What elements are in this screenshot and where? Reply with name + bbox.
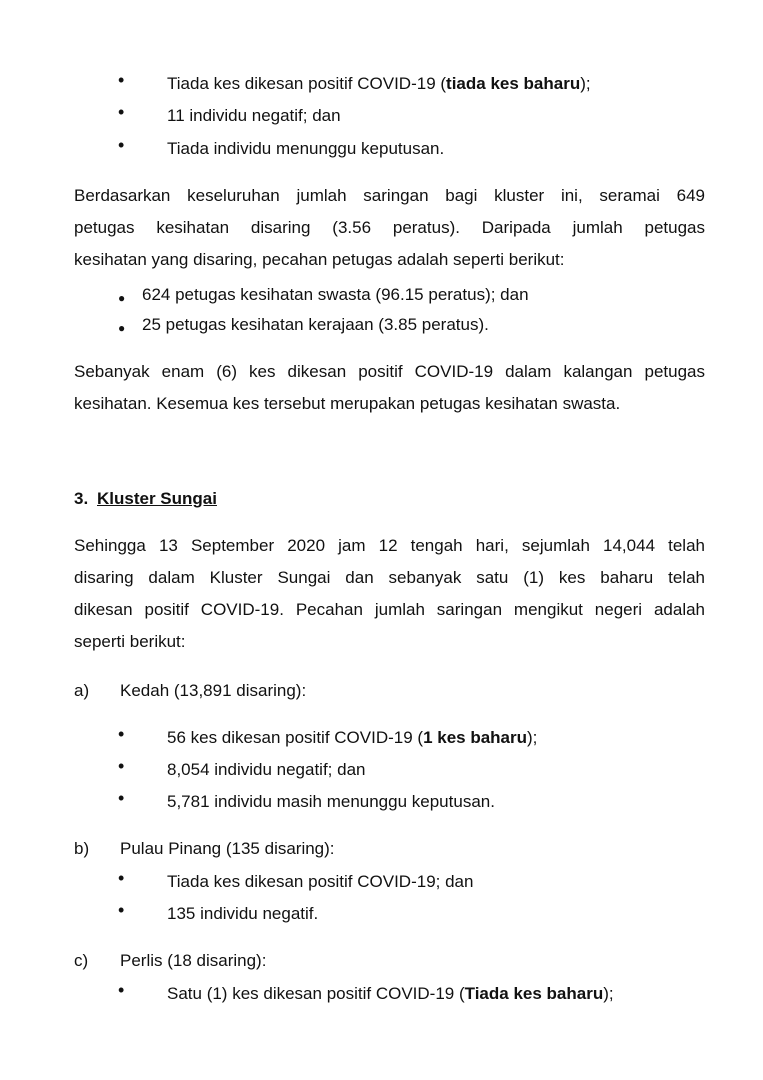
line: dikesan positif COVID-19. Pecahan jumlah saringan mengikut negeri adalah <box>74 600 705 619</box>
list-item: 624 petugas kesihatan swasta (96.15 peratus); dan <box>142 285 529 304</box>
text: 56 kes dikesan positif COVID-19 ( <box>167 728 424 747</box>
list-letter: a) <box>74 681 90 700</box>
bullet-icon: • <box>118 724 125 744</box>
line: kesihatan yang disaring, pecahan petugas adalah seperti berikut: <box>74 250 565 269</box>
bullet-icon: • <box>118 756 125 776</box>
paragraph <box>74 186 705 250</box>
bullet-icon: • <box>118 102 125 122</box>
section-number: 3. <box>74 489 89 508</box>
list-item <box>167 74 591 94</box>
list-item: 135 individu negatif. <box>167 904 319 923</box>
paragraph <box>74 362 705 382</box>
list-item: 11 individu negatif; dan <box>167 106 341 125</box>
line: Sehingga 13 September 2020 jam 12 tengah hari, sejumlah 14,044 telah <box>74 536 705 555</box>
bold-text: tiada kes baharu <box>446 74 581 93</box>
text: Satu (1) kes dikesan positif COVID-19 ( <box>167 984 465 1003</box>
list-item <box>167 984 614 1004</box>
list-item <box>167 728 537 748</box>
line: disaring dalam Kluster Sungai dan sebanyak satu (1) kes baharu telah <box>74 568 705 587</box>
line: kesihatan. Kesemua kes tersebut merupakan petugas kesihatan swasta. <box>74 394 621 413</box>
list-letter: b) <box>74 839 90 858</box>
bullet-icon: ● <box>118 291 126 305</box>
list-letter: c) <box>74 951 89 970</box>
line: Berdasarkan keseluruhan jumlah saringan bagi kluster ini, seramai 649 <box>74 186 705 205</box>
bullet-icon: • <box>118 980 125 1000</box>
list-item: 25 petugas kesihatan kerajaan (3.85 peratus). <box>142 315 489 334</box>
line: seperti berikut: <box>74 632 186 651</box>
bullet-icon: • <box>118 135 125 155</box>
state-heading: Pulau Pinang (135 disaring): <box>120 839 335 858</box>
line: petugas kesihatan disaring (3.56 peratus). Daripada jumlah petugas <box>74 218 705 237</box>
text: ); <box>580 74 591 93</box>
list-item: 5,781 individu masih menunggu keputusan. <box>167 792 495 811</box>
bold-text: 1 kes baharu <box>423 728 528 747</box>
bullet-icon: • <box>118 788 125 808</box>
bold-text: Tiada kes baharu <box>464 984 604 1003</box>
list-item: Tiada individu menunggu keputusan. <box>167 139 445 158</box>
list-item: Tiada kes dikesan positif COVID-19; dan <box>167 872 474 891</box>
bullet-icon: • <box>118 70 125 90</box>
bullet-icon: • <box>118 900 125 920</box>
state-heading: Perlis (18 disaring): <box>120 951 267 970</box>
state-heading: Kedah (13,891 disaring): <box>120 681 307 700</box>
bullet-icon: • <box>118 868 125 888</box>
bullet-icon: ● <box>118 321 126 335</box>
paragraph <box>74 536 705 620</box>
text: ); <box>603 984 614 1003</box>
text: ); <box>527 728 538 747</box>
line: Sebanyak enam (6) kes dikesan positif COVID-19 dalam kalangan petugas <box>74 362 705 381</box>
list-item: 8,054 individu negatif; dan <box>167 760 366 779</box>
text: Tiada kes dikesan positif COVID-19 ( <box>167 74 447 93</box>
section-title: Kluster Sungai <box>97 489 217 508</box>
